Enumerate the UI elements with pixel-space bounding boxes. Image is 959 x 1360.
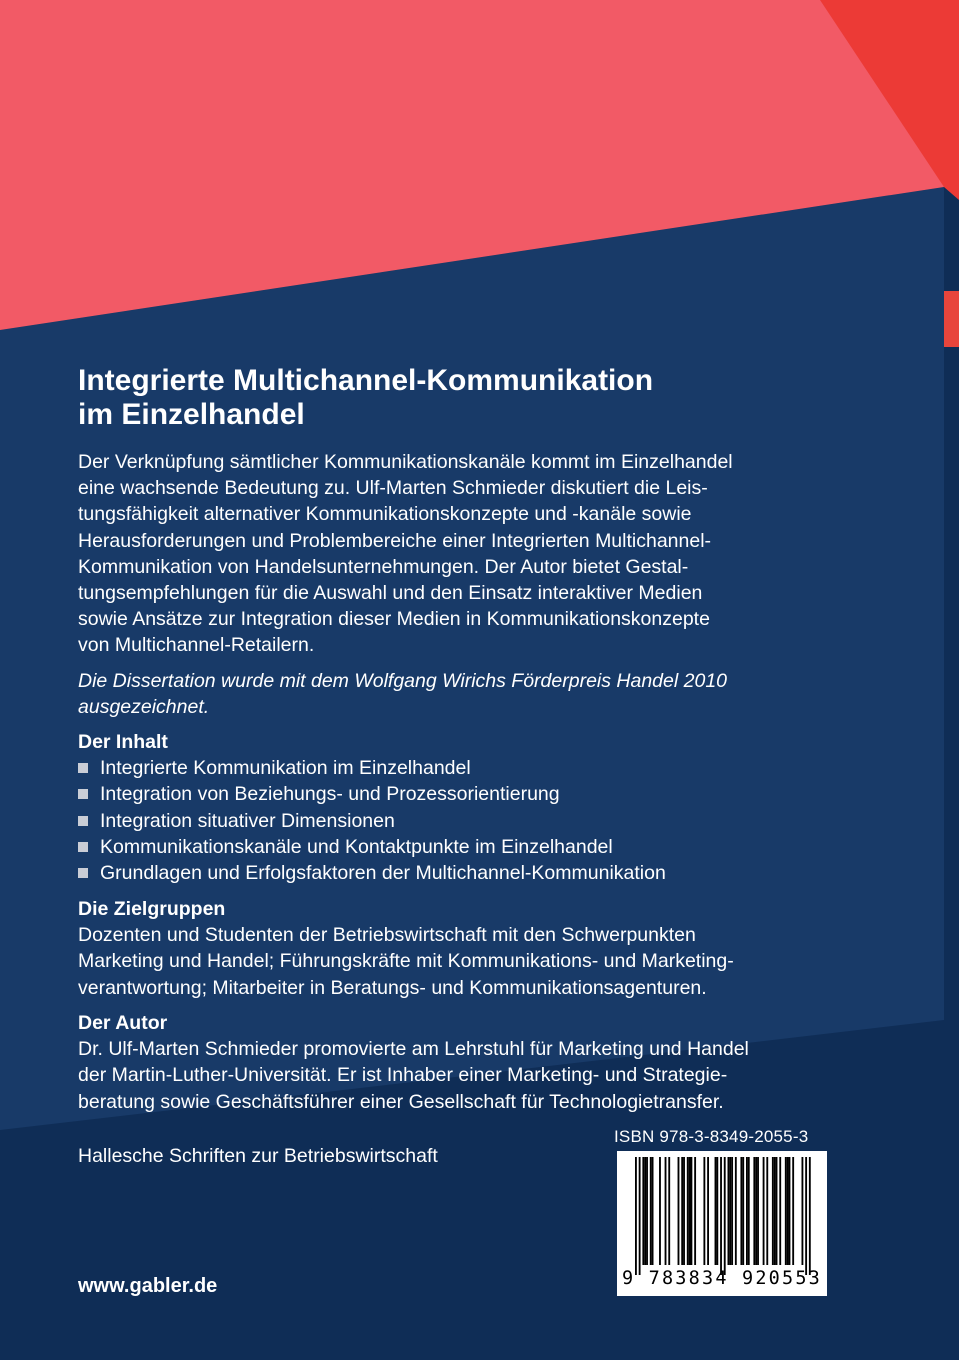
barcode-bar — [746, 1157, 748, 1265]
barcode-bar — [792, 1157, 794, 1265]
barcode-bar — [731, 1157, 733, 1265]
barcode-bar — [650, 1157, 652, 1265]
barcode-bar — [665, 1157, 667, 1265]
square-bullet-icon — [78, 816, 88, 826]
barcode-bar — [687, 1157, 689, 1265]
barcode-bar — [779, 1157, 781, 1265]
description-line: eine wachsende Bedeutung zu. Ulf-Marten Schmieder diskutiert die Leis- — [78, 477, 708, 500]
list-item: Kommunikationskanäle und Kontaktpunkte im Einzelhandel — [78, 834, 848, 860]
barcode-bar — [757, 1157, 759, 1265]
audience-line: Dozenten und Studenten der Betriebswirtschaft mit den Schwerpunkten — [78, 924, 696, 947]
barcode-bar — [646, 1157, 648, 1265]
barcode-bar — [678, 1157, 680, 1265]
barcode-bar — [707, 1157, 709, 1265]
description-block — [78, 449, 848, 659]
barcode-bar — [729, 1157, 731, 1265]
barcode-bar — [681, 1157, 683, 1265]
barcode-bar — [748, 1157, 750, 1265]
barcode-bar — [694, 1157, 696, 1265]
barcode-bar — [689, 1157, 691, 1265]
award-line: Die Dissertation wurde mit dem Wolfgang Wirichs Förderpreis Handel 2010 — [78, 670, 728, 692]
barcode-bar — [774, 1157, 776, 1265]
publisher-website: www.gabler.de — [78, 1275, 218, 1297]
barcode-bar — [720, 1157, 722, 1275]
audience-section — [78, 896, 848, 1001]
award-note — [78, 668, 848, 720]
barcode-bar — [642, 1157, 644, 1265]
barcode-bar — [772, 1157, 774, 1265]
barcode — [617, 1151, 827, 1296]
description-line: Herausforderungen und Problembereiche einer Integrierten Multichannel- — [78, 529, 712, 552]
square-bullet-icon — [78, 842, 88, 852]
barcode-bar — [652, 1157, 654, 1265]
description-line: Kommunikation von Handelsunternehmungen. Der Autor bietet Gestal- — [78, 555, 689, 578]
audience-heading: Die Zielgruppen — [78, 898, 226, 920]
description-line: sowie Ansätze zur Integration dieser Medien in Kommunikationskonzepte — [78, 608, 710, 631]
barcode-bar — [753, 1157, 755, 1265]
contents-section — [78, 729, 848, 886]
isbn-label: ISBN 978-3-8349-2055-3 — [614, 1127, 809, 1146]
barcode-bar — [742, 1157, 744, 1265]
square-bullet-icon — [78, 868, 88, 878]
list-item: Grundlagen und Erfolgsfaktoren der Multichannel-Kommunikation — [78, 860, 848, 886]
barcode-bar — [728, 1157, 730, 1265]
barcode-bar — [776, 1157, 778, 1265]
barcode-bar — [703, 1157, 705, 1265]
barcode-bar — [715, 1157, 717, 1265]
audience-line: Marketing und Handel; Führungskräfte mit Kommunikations- und Marketing- — [78, 950, 734, 973]
book-title — [78, 364, 858, 432]
square-bullet-icon — [78, 789, 88, 799]
audience-line: verantwortung; Mitarbeiter in Beratungs- und Kommunikationsagenturen. — [78, 976, 707, 999]
barcode-bar — [683, 1157, 685, 1265]
barcode-bar — [763, 1157, 765, 1265]
barcode-bar — [716, 1157, 718, 1265]
author-line: Dr. Ulf-Marten Schmieder promovierte am Lehrstuhl für Marketing und Handel — [78, 1038, 749, 1061]
red-edge-tab — [944, 291, 959, 347]
title-line-2: im Einzelhandel — [78, 398, 305, 431]
description-line: tungsfähigkeit alternativer Kommunikationskonzepte und -kanäle sowie — [78, 503, 692, 526]
author-line: der Martin-Luther-Universität. Er ist Inhaber einer Marketing- und Strategie- — [78, 1064, 728, 1087]
series-name: Hallesche Schriften zur Betriebswirtschaft — [78, 1145, 438, 1167]
barcode-bar — [805, 1157, 807, 1275]
list-item: Integrierte Kommunikation im Einzelhandel — [78, 755, 848, 781]
award-line: ausgezeichnet. — [78, 696, 210, 719]
barcode-bar — [644, 1157, 646, 1265]
barcode-number: 9 783834 920553 — [621, 1268, 823, 1289]
square-bullet-icon — [78, 763, 88, 773]
barcode-bar — [740, 1157, 742, 1265]
barcode-bar — [639, 1157, 641, 1275]
barcode-bar — [724, 1157, 726, 1275]
barcode-bar — [789, 1157, 791, 1265]
barcode-bar — [787, 1157, 789, 1265]
barcode-bar — [802, 1157, 804, 1265]
barcode-bar — [766, 1157, 768, 1265]
contents-list — [78, 755, 848, 886]
title-line-1: Integrierte Multichannel-Kommunikation — [78, 364, 654, 397]
description-line: Der Verknüpfung sämtlicher Kommunikationskanäle kommt im Einzelhandel — [78, 451, 733, 473]
barcode-bar — [735, 1157, 737, 1265]
contents-heading: Der Inhalt — [78, 731, 168, 753]
description-line: tungsempfehlungen für die Auswahl und den Einsatz interaktiver Medien — [78, 582, 703, 605]
author-heading: Der Autor — [78, 1012, 168, 1034]
author-line: beratung sowie Geschäftsführer einer Gesellschaft für Technologietransfer. — [78, 1090, 724, 1113]
barcode-bar — [668, 1157, 670, 1265]
list-item: Integration situativer Dimensionen — [78, 808, 848, 834]
barcode-bar — [659, 1157, 661, 1265]
barcode-bar — [755, 1157, 757, 1265]
barcode-bar — [691, 1157, 693, 1265]
author-section — [78, 1010, 848, 1115]
barcode-bar — [809, 1157, 811, 1275]
list-item: Integration von Beziehungs- und Prozessorientierung — [78, 781, 848, 807]
description-line: von Multichannel-Retailern. — [78, 634, 315, 657]
barcode-bar — [635, 1157, 637, 1275]
barcode-bar — [785, 1157, 787, 1265]
